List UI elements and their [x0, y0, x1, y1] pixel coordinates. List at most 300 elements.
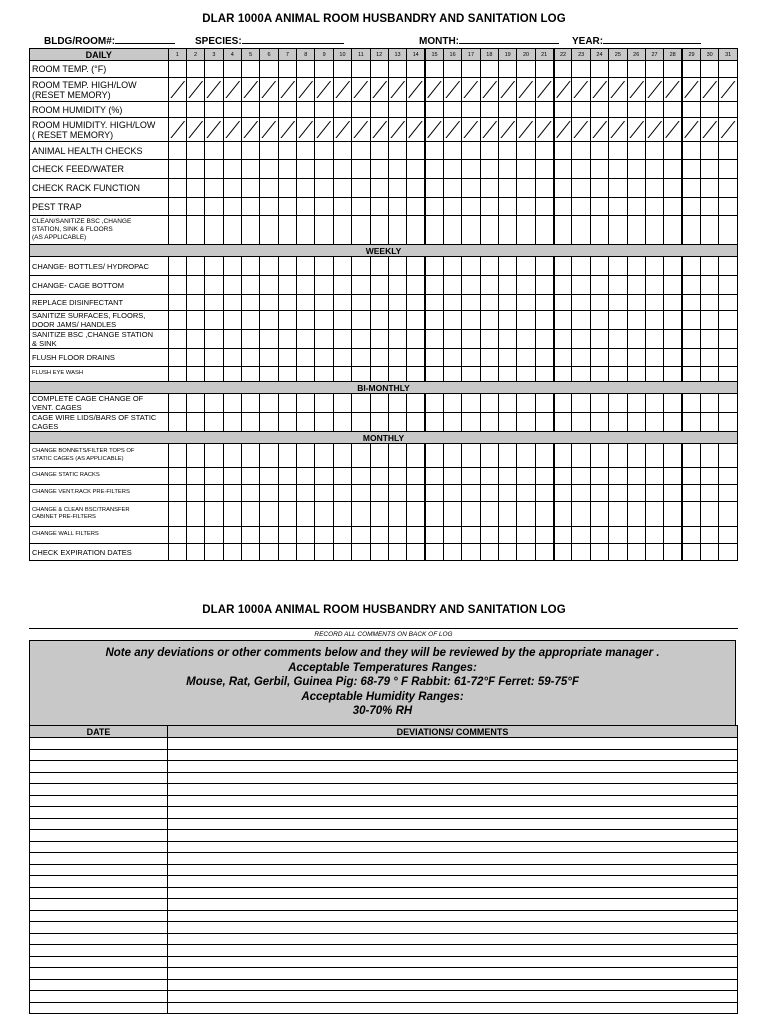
bimonthly-task-day-cell[interactable] — [315, 394, 333, 413]
daily-task-day-cell[interactable] — [517, 198, 535, 216]
daily-task-day-cell[interactable] — [315, 142, 333, 160]
monthly-task-day-cell[interactable] — [645, 527, 663, 544]
monthly-task-day-cell[interactable] — [443, 444, 461, 468]
weekly-task-day-cell[interactable] — [168, 367, 186, 382]
monthly-task-day-cell[interactable] — [260, 527, 278, 544]
weekly-task-day-cell[interactable] — [443, 257, 461, 276]
weekly-task-day-cell[interactable] — [480, 276, 498, 295]
weekly-task-day-cell[interactable] — [645, 295, 663, 311]
monthly-task-day-cell[interactable] — [700, 527, 718, 544]
monthly-task-day-cell[interactable] — [278, 468, 296, 485]
weekly-task-day-cell[interactable] — [223, 349, 241, 367]
daily-task-day-cell[interactable] — [645, 61, 663, 78]
daily-task-day-cell[interactable] — [517, 102, 535, 118]
daily-task-day-cell[interactable] — [554, 118, 572, 142]
comment-date-cell[interactable] — [30, 738, 168, 750]
monthly-task-day-cell[interactable] — [388, 502, 406, 527]
comment-date-cell[interactable] — [30, 968, 168, 980]
weekly-task-day-cell[interactable] — [260, 311, 278, 330]
comment-date-cell[interactable] — [30, 795, 168, 807]
bimonthly-task-day-cell[interactable] — [241, 413, 259, 432]
daily-task-day-cell[interactable] — [499, 61, 517, 78]
monthly-task-day-cell[interactable] — [407, 444, 425, 468]
daily-task-day-cell[interactable] — [315, 102, 333, 118]
daily-task-day-cell[interactable] — [645, 216, 663, 245]
daily-task-day-cell[interactable] — [352, 142, 370, 160]
monthly-task-day-cell[interactable] — [278, 527, 296, 544]
weekly-task-day-cell[interactable] — [241, 257, 259, 276]
weekly-task-day-cell[interactable] — [554, 276, 572, 295]
weekly-task-day-cell[interactable] — [315, 311, 333, 330]
weekly-task-day-cell[interactable] — [664, 330, 682, 349]
weekly-task-day-cell[interactable] — [590, 349, 608, 367]
weekly-task-day-cell[interactable] — [370, 330, 388, 349]
monthly-task-day-cell[interactable] — [315, 444, 333, 468]
daily-task-day-cell[interactable] — [645, 179, 663, 198]
daily-task-day-cell[interactable] — [315, 78, 333, 102]
daily-task-day-cell[interactable] — [700, 179, 718, 198]
monthly-task-day-cell[interactable] — [278, 502, 296, 527]
weekly-task-day-cell[interactable] — [517, 367, 535, 382]
monthly-task-day-cell[interactable] — [499, 485, 517, 502]
weekly-task-day-cell[interactable] — [480, 311, 498, 330]
weekly-task-day-cell[interactable] — [205, 276, 223, 295]
daily-task-day-cell[interactable] — [443, 198, 461, 216]
bimonthly-task-day-cell[interactable] — [664, 413, 682, 432]
weekly-task-day-cell[interactable] — [186, 330, 204, 349]
bimonthly-task-day-cell[interactable] — [554, 394, 572, 413]
daily-task-day-cell[interactable] — [609, 78, 627, 102]
monthly-task-day-cell[interactable] — [700, 502, 718, 527]
monthly-task-day-cell[interactable] — [278, 485, 296, 502]
daily-task-day-cell[interactable] — [370, 142, 388, 160]
monthly-task-day-cell[interactable] — [333, 527, 351, 544]
weekly-task-day-cell[interactable] — [205, 295, 223, 311]
daily-task-day-cell[interactable] — [223, 160, 241, 179]
weekly-task-day-cell[interactable] — [609, 276, 627, 295]
weekly-task-day-cell[interactable] — [554, 367, 572, 382]
daily-task-day-cell[interactable] — [297, 216, 315, 245]
monthly-task-day-cell[interactable] — [627, 444, 645, 468]
daily-task-day-cell[interactable] — [572, 102, 590, 118]
daily-task-day-cell[interactable] — [168, 102, 186, 118]
daily-task-day-cell[interactable] — [645, 118, 663, 142]
daily-task-day-cell[interactable] — [168, 160, 186, 179]
daily-task-day-cell[interactable] — [223, 216, 241, 245]
daily-task-day-cell[interactable] — [223, 78, 241, 102]
daily-task-day-cell[interactable] — [535, 160, 553, 179]
comment-date-cell[interactable] — [30, 899, 168, 911]
daily-task-day-cell[interactable] — [370, 179, 388, 198]
monthly-task-day-cell[interactable] — [719, 544, 738, 561]
daily-task-day-cell[interactable] — [205, 142, 223, 160]
weekly-task-day-cell[interactable] — [664, 295, 682, 311]
daily-task-day-cell[interactable] — [443, 160, 461, 179]
bimonthly-task-day-cell[interactable] — [480, 413, 498, 432]
comment-text-cell[interactable] — [168, 864, 738, 876]
monthly-task-day-cell[interactable] — [425, 468, 443, 485]
daily-task-day-cell[interactable] — [241, 118, 259, 142]
daily-task-day-cell[interactable] — [554, 61, 572, 78]
bimonthly-task-day-cell[interactable] — [719, 394, 738, 413]
daily-task-day-cell[interactable] — [223, 102, 241, 118]
bimonthly-task-day-cell[interactable] — [297, 413, 315, 432]
daily-task-day-cell[interactable] — [590, 118, 608, 142]
monthly-task-day-cell[interactable] — [388, 544, 406, 561]
monthly-task-day-cell[interactable] — [241, 527, 259, 544]
comment-text-cell[interactable] — [168, 887, 738, 899]
daily-task-day-cell[interactable] — [664, 179, 682, 198]
bimonthly-task-day-cell[interactable] — [352, 394, 370, 413]
monthly-task-day-cell[interactable] — [333, 544, 351, 561]
monthly-task-day-cell[interactable] — [664, 527, 682, 544]
weekly-task-day-cell[interactable] — [407, 311, 425, 330]
weekly-task-day-cell[interactable] — [609, 257, 627, 276]
weekly-task-day-cell[interactable] — [205, 330, 223, 349]
monthly-task-day-cell[interactable] — [645, 485, 663, 502]
weekly-task-day-cell[interactable] — [499, 257, 517, 276]
comment-text-cell[interactable] — [168, 968, 738, 980]
daily-task-day-cell[interactable] — [609, 102, 627, 118]
daily-task-day-cell[interactable] — [205, 78, 223, 102]
daily-task-day-cell[interactable] — [700, 102, 718, 118]
monthly-task-day-cell[interactable] — [315, 485, 333, 502]
weekly-task-day-cell[interactable] — [333, 295, 351, 311]
weekly-task-day-cell[interactable] — [260, 295, 278, 311]
daily-task-day-cell[interactable] — [370, 78, 388, 102]
daily-task-day-cell[interactable] — [609, 142, 627, 160]
weekly-task-day-cell[interactable] — [223, 295, 241, 311]
weekly-task-day-cell[interactable] — [407, 367, 425, 382]
comment-text-cell[interactable] — [168, 876, 738, 888]
comment-text-cell[interactable] — [168, 807, 738, 819]
monthly-task-day-cell[interactable] — [590, 502, 608, 527]
daily-task-day-cell[interactable] — [388, 78, 406, 102]
monthly-task-day-cell[interactable] — [443, 527, 461, 544]
monthly-task-day-cell[interactable] — [462, 485, 480, 502]
monthly-task-day-cell[interactable] — [499, 527, 517, 544]
bimonthly-task-day-cell[interactable] — [407, 413, 425, 432]
bimonthly-task-day-cell[interactable] — [388, 413, 406, 432]
monthly-task-day-cell[interactable] — [664, 444, 682, 468]
weekly-task-day-cell[interactable] — [407, 257, 425, 276]
monthly-task-day-cell[interactable] — [205, 468, 223, 485]
monthly-task-day-cell[interactable] — [535, 544, 553, 561]
comment-text-cell[interactable] — [168, 933, 738, 945]
weekly-task-day-cell[interactable] — [297, 311, 315, 330]
weekly-task-day-cell[interactable] — [645, 349, 663, 367]
monthly-task-day-cell[interactable] — [719, 468, 738, 485]
weekly-task-day-cell[interactable] — [480, 349, 498, 367]
bimonthly-task-day-cell[interactable] — [425, 413, 443, 432]
daily-task-day-cell[interactable] — [186, 78, 204, 102]
weekly-task-day-cell[interactable] — [627, 311, 645, 330]
weekly-task-day-cell[interactable] — [278, 276, 296, 295]
comment-date-cell[interactable] — [30, 991, 168, 1003]
daily-task-day-cell[interactable] — [572, 198, 590, 216]
weekly-task-day-cell[interactable] — [352, 276, 370, 295]
daily-task-day-cell[interactable] — [554, 216, 572, 245]
weekly-task-day-cell[interactable] — [168, 311, 186, 330]
daily-task-day-cell[interactable] — [297, 142, 315, 160]
bimonthly-task-day-cell[interactable] — [462, 394, 480, 413]
monthly-task-day-cell[interactable] — [572, 527, 590, 544]
daily-task-day-cell[interactable] — [719, 78, 738, 102]
weekly-task-day-cell[interactable] — [168, 257, 186, 276]
weekly-task-day-cell[interactable] — [388, 367, 406, 382]
monthly-task-day-cell[interactable] — [535, 444, 553, 468]
daily-task-day-cell[interactable] — [278, 216, 296, 245]
monthly-task-day-cell[interactable] — [480, 527, 498, 544]
daily-task-day-cell[interactable] — [407, 198, 425, 216]
weekly-task-day-cell[interactable] — [443, 311, 461, 330]
comment-date-cell[interactable] — [30, 1002, 168, 1014]
bimonthly-task-day-cell[interactable] — [700, 413, 718, 432]
bimonthly-task-day-cell[interactable] — [572, 413, 590, 432]
monthly-task-day-cell[interactable] — [388, 444, 406, 468]
daily-task-day-cell[interactable] — [186, 102, 204, 118]
daily-task-day-cell[interactable] — [627, 216, 645, 245]
month-field[interactable] — [419, 34, 559, 47]
daily-task-day-cell[interactable] — [241, 142, 259, 160]
bimonthly-task-day-cell[interactable] — [168, 394, 186, 413]
weekly-task-day-cell[interactable] — [241, 349, 259, 367]
daily-task-day-cell[interactable] — [462, 160, 480, 179]
weekly-task-day-cell[interactable] — [278, 349, 296, 367]
daily-task-day-cell[interactable] — [168, 179, 186, 198]
monthly-task-day-cell[interactable] — [425, 502, 443, 527]
daily-task-day-cell[interactable] — [627, 142, 645, 160]
bimonthly-task-day-cell[interactable] — [168, 413, 186, 432]
daily-task-day-cell[interactable] — [241, 61, 259, 78]
daily-task-day-cell[interactable] — [535, 118, 553, 142]
daily-task-day-cell[interactable] — [664, 160, 682, 179]
monthly-task-day-cell[interactable] — [554, 527, 572, 544]
daily-task-day-cell[interactable] — [315, 160, 333, 179]
monthly-task-day-cell[interactable] — [719, 527, 738, 544]
daily-task-day-cell[interactable] — [719, 118, 738, 142]
bimonthly-task-day-cell[interactable] — [388, 394, 406, 413]
weekly-task-day-cell[interactable] — [407, 276, 425, 295]
monthly-task-day-cell[interactable] — [223, 502, 241, 527]
daily-task-day-cell[interactable] — [700, 142, 718, 160]
weekly-task-day-cell[interactable] — [186, 311, 204, 330]
monthly-task-day-cell[interactable] — [168, 485, 186, 502]
weekly-task-day-cell[interactable] — [425, 311, 443, 330]
daily-task-day-cell[interactable] — [572, 118, 590, 142]
monthly-task-day-cell[interactable] — [315, 544, 333, 561]
weekly-task-day-cell[interactable] — [682, 367, 700, 382]
daily-task-day-cell[interactable] — [297, 160, 315, 179]
daily-task-day-cell[interactable] — [425, 198, 443, 216]
weekly-task-day-cell[interactable] — [443, 330, 461, 349]
weekly-task-day-cell[interactable] — [682, 311, 700, 330]
comment-date-cell[interactable] — [30, 922, 168, 934]
weekly-task-day-cell[interactable] — [719, 295, 738, 311]
weekly-task-day-cell[interactable] — [590, 330, 608, 349]
weekly-task-day-cell[interactable] — [572, 295, 590, 311]
comment-date-cell[interactable] — [30, 772, 168, 784]
monthly-task-day-cell[interactable] — [645, 444, 663, 468]
weekly-task-day-cell[interactable] — [297, 257, 315, 276]
daily-task-day-cell[interactable] — [645, 160, 663, 179]
bimonthly-task-day-cell[interactable] — [535, 413, 553, 432]
daily-task-day-cell[interactable] — [719, 102, 738, 118]
daily-task-day-cell[interactable] — [260, 198, 278, 216]
daily-task-day-cell[interactable] — [535, 61, 553, 78]
comment-text-cell[interactable] — [168, 899, 738, 911]
daily-task-day-cell[interactable] — [609, 198, 627, 216]
monthly-task-day-cell[interactable] — [297, 502, 315, 527]
daily-task-day-cell[interactable] — [480, 78, 498, 102]
daily-task-day-cell[interactable] — [352, 102, 370, 118]
weekly-task-day-cell[interactable] — [260, 330, 278, 349]
daily-task-day-cell[interactable] — [517, 142, 535, 160]
daily-task-day-cell[interactable] — [499, 142, 517, 160]
daily-task-day-cell[interactable] — [241, 160, 259, 179]
daily-task-day-cell[interactable] — [682, 78, 700, 102]
daily-task-day-cell[interactable] — [719, 61, 738, 78]
daily-task-day-cell[interactable] — [664, 78, 682, 102]
monthly-task-day-cell[interactable] — [535, 527, 553, 544]
daily-task-day-cell[interactable] — [609, 118, 627, 142]
daily-task-day-cell[interactable] — [205, 216, 223, 245]
daily-task-day-cell[interactable] — [315, 118, 333, 142]
monthly-task-day-cell[interactable] — [297, 468, 315, 485]
weekly-task-day-cell[interactable] — [186, 276, 204, 295]
monthly-task-day-cell[interactable] — [682, 544, 700, 561]
weekly-task-day-cell[interactable] — [682, 349, 700, 367]
monthly-task-day-cell[interactable] — [388, 468, 406, 485]
comment-date-cell[interactable] — [30, 807, 168, 819]
weekly-task-day-cell[interactable] — [480, 367, 498, 382]
daily-task-day-cell[interactable] — [664, 142, 682, 160]
weekly-task-day-cell[interactable] — [223, 276, 241, 295]
daily-task-day-cell[interactable] — [388, 61, 406, 78]
monthly-task-day-cell[interactable] — [609, 544, 627, 561]
daily-task-day-cell[interactable] — [278, 102, 296, 118]
daily-task-day-cell[interactable] — [554, 78, 572, 102]
weekly-task-day-cell[interactable] — [462, 330, 480, 349]
daily-task-day-cell[interactable] — [407, 179, 425, 198]
bimonthly-task-day-cell[interactable] — [609, 413, 627, 432]
daily-task-day-cell[interactable] — [719, 142, 738, 160]
weekly-task-day-cell[interactable] — [719, 349, 738, 367]
weekly-task-day-cell[interactable] — [297, 349, 315, 367]
daily-task-day-cell[interactable] — [260, 118, 278, 142]
daily-task-day-cell[interactable] — [682, 160, 700, 179]
weekly-task-day-cell[interactable] — [315, 276, 333, 295]
weekly-task-day-cell[interactable] — [186, 367, 204, 382]
monthly-task-day-cell[interactable] — [590, 468, 608, 485]
daily-task-day-cell[interactable] — [425, 142, 443, 160]
weekly-task-day-cell[interactable] — [645, 257, 663, 276]
weekly-task-day-cell[interactable] — [590, 295, 608, 311]
monthly-task-day-cell[interactable] — [205, 544, 223, 561]
daily-task-day-cell[interactable] — [370, 216, 388, 245]
monthly-task-day-cell[interactable] — [627, 468, 645, 485]
daily-task-day-cell[interactable] — [297, 179, 315, 198]
monthly-task-day-cell[interactable] — [517, 527, 535, 544]
weekly-task-day-cell[interactable] — [352, 295, 370, 311]
monthly-task-day-cell[interactable] — [352, 502, 370, 527]
daily-task-day-cell[interactable] — [480, 179, 498, 198]
daily-task-day-cell[interactable] — [315, 216, 333, 245]
weekly-task-day-cell[interactable] — [480, 330, 498, 349]
daily-task-day-cell[interactable] — [517, 160, 535, 179]
comment-date-cell[interactable] — [30, 933, 168, 945]
bimonthly-task-day-cell[interactable] — [590, 394, 608, 413]
monthly-task-day-cell[interactable] — [480, 502, 498, 527]
daily-task-day-cell[interactable] — [205, 160, 223, 179]
daily-task-day-cell[interactable] — [627, 102, 645, 118]
daily-task-day-cell[interactable] — [719, 160, 738, 179]
weekly-task-day-cell[interactable] — [388, 330, 406, 349]
monthly-task-day-cell[interactable] — [333, 444, 351, 468]
weekly-task-day-cell[interactable] — [260, 276, 278, 295]
monthly-task-day-cell[interactable] — [205, 444, 223, 468]
weekly-task-day-cell[interactable] — [223, 367, 241, 382]
daily-task-day-cell[interactable] — [333, 61, 351, 78]
monthly-task-day-cell[interactable] — [297, 485, 315, 502]
daily-task-day-cell[interactable] — [278, 78, 296, 102]
daily-task-day-cell[interactable] — [682, 198, 700, 216]
daily-task-day-cell[interactable] — [700, 216, 718, 245]
monthly-task-day-cell[interactable] — [682, 444, 700, 468]
weekly-task-day-cell[interactable] — [682, 295, 700, 311]
monthly-task-day-cell[interactable] — [645, 502, 663, 527]
monthly-task-day-cell[interactable] — [517, 468, 535, 485]
daily-task-day-cell[interactable] — [590, 142, 608, 160]
daily-task-day-cell[interactable] — [352, 160, 370, 179]
daily-task-day-cell[interactable] — [499, 216, 517, 245]
daily-task-day-cell[interactable] — [609, 160, 627, 179]
monthly-task-day-cell[interactable] — [462, 502, 480, 527]
bimonthly-task-day-cell[interactable] — [499, 394, 517, 413]
bldg-room-field[interactable] — [44, 34, 175, 47]
bimonthly-task-day-cell[interactable] — [425, 394, 443, 413]
weekly-task-day-cell[interactable] — [609, 311, 627, 330]
daily-task-day-cell[interactable] — [572, 78, 590, 102]
comment-text-cell[interactable] — [168, 784, 738, 796]
monthly-task-day-cell[interactable] — [700, 485, 718, 502]
weekly-task-day-cell[interactable] — [499, 349, 517, 367]
bimonthly-task-day-cell[interactable] — [278, 413, 296, 432]
monthly-task-day-cell[interactable] — [297, 444, 315, 468]
weekly-task-day-cell[interactable] — [700, 349, 718, 367]
weekly-task-day-cell[interactable] — [168, 276, 186, 295]
comment-date-cell[interactable] — [30, 841, 168, 853]
daily-task-day-cell[interactable] — [241, 179, 259, 198]
daily-task-day-cell[interactable] — [186, 61, 204, 78]
monthly-task-day-cell[interactable] — [682, 502, 700, 527]
monthly-task-day-cell[interactable] — [186, 527, 204, 544]
bimonthly-task-day-cell[interactable] — [645, 413, 663, 432]
daily-task-day-cell[interactable] — [388, 102, 406, 118]
daily-task-day-cell[interactable] — [352, 78, 370, 102]
weekly-task-day-cell[interactable] — [535, 257, 553, 276]
daily-task-day-cell[interactable] — [260, 160, 278, 179]
weekly-task-day-cell[interactable] — [260, 349, 278, 367]
weekly-task-day-cell[interactable] — [443, 367, 461, 382]
daily-task-day-cell[interactable] — [682, 179, 700, 198]
monthly-task-day-cell[interactable] — [168, 527, 186, 544]
daily-task-day-cell[interactable] — [425, 216, 443, 245]
daily-task-day-cell[interactable] — [168, 142, 186, 160]
daily-task-day-cell[interactable] — [443, 142, 461, 160]
monthly-task-day-cell[interactable] — [407, 502, 425, 527]
daily-task-day-cell[interactable] — [554, 102, 572, 118]
